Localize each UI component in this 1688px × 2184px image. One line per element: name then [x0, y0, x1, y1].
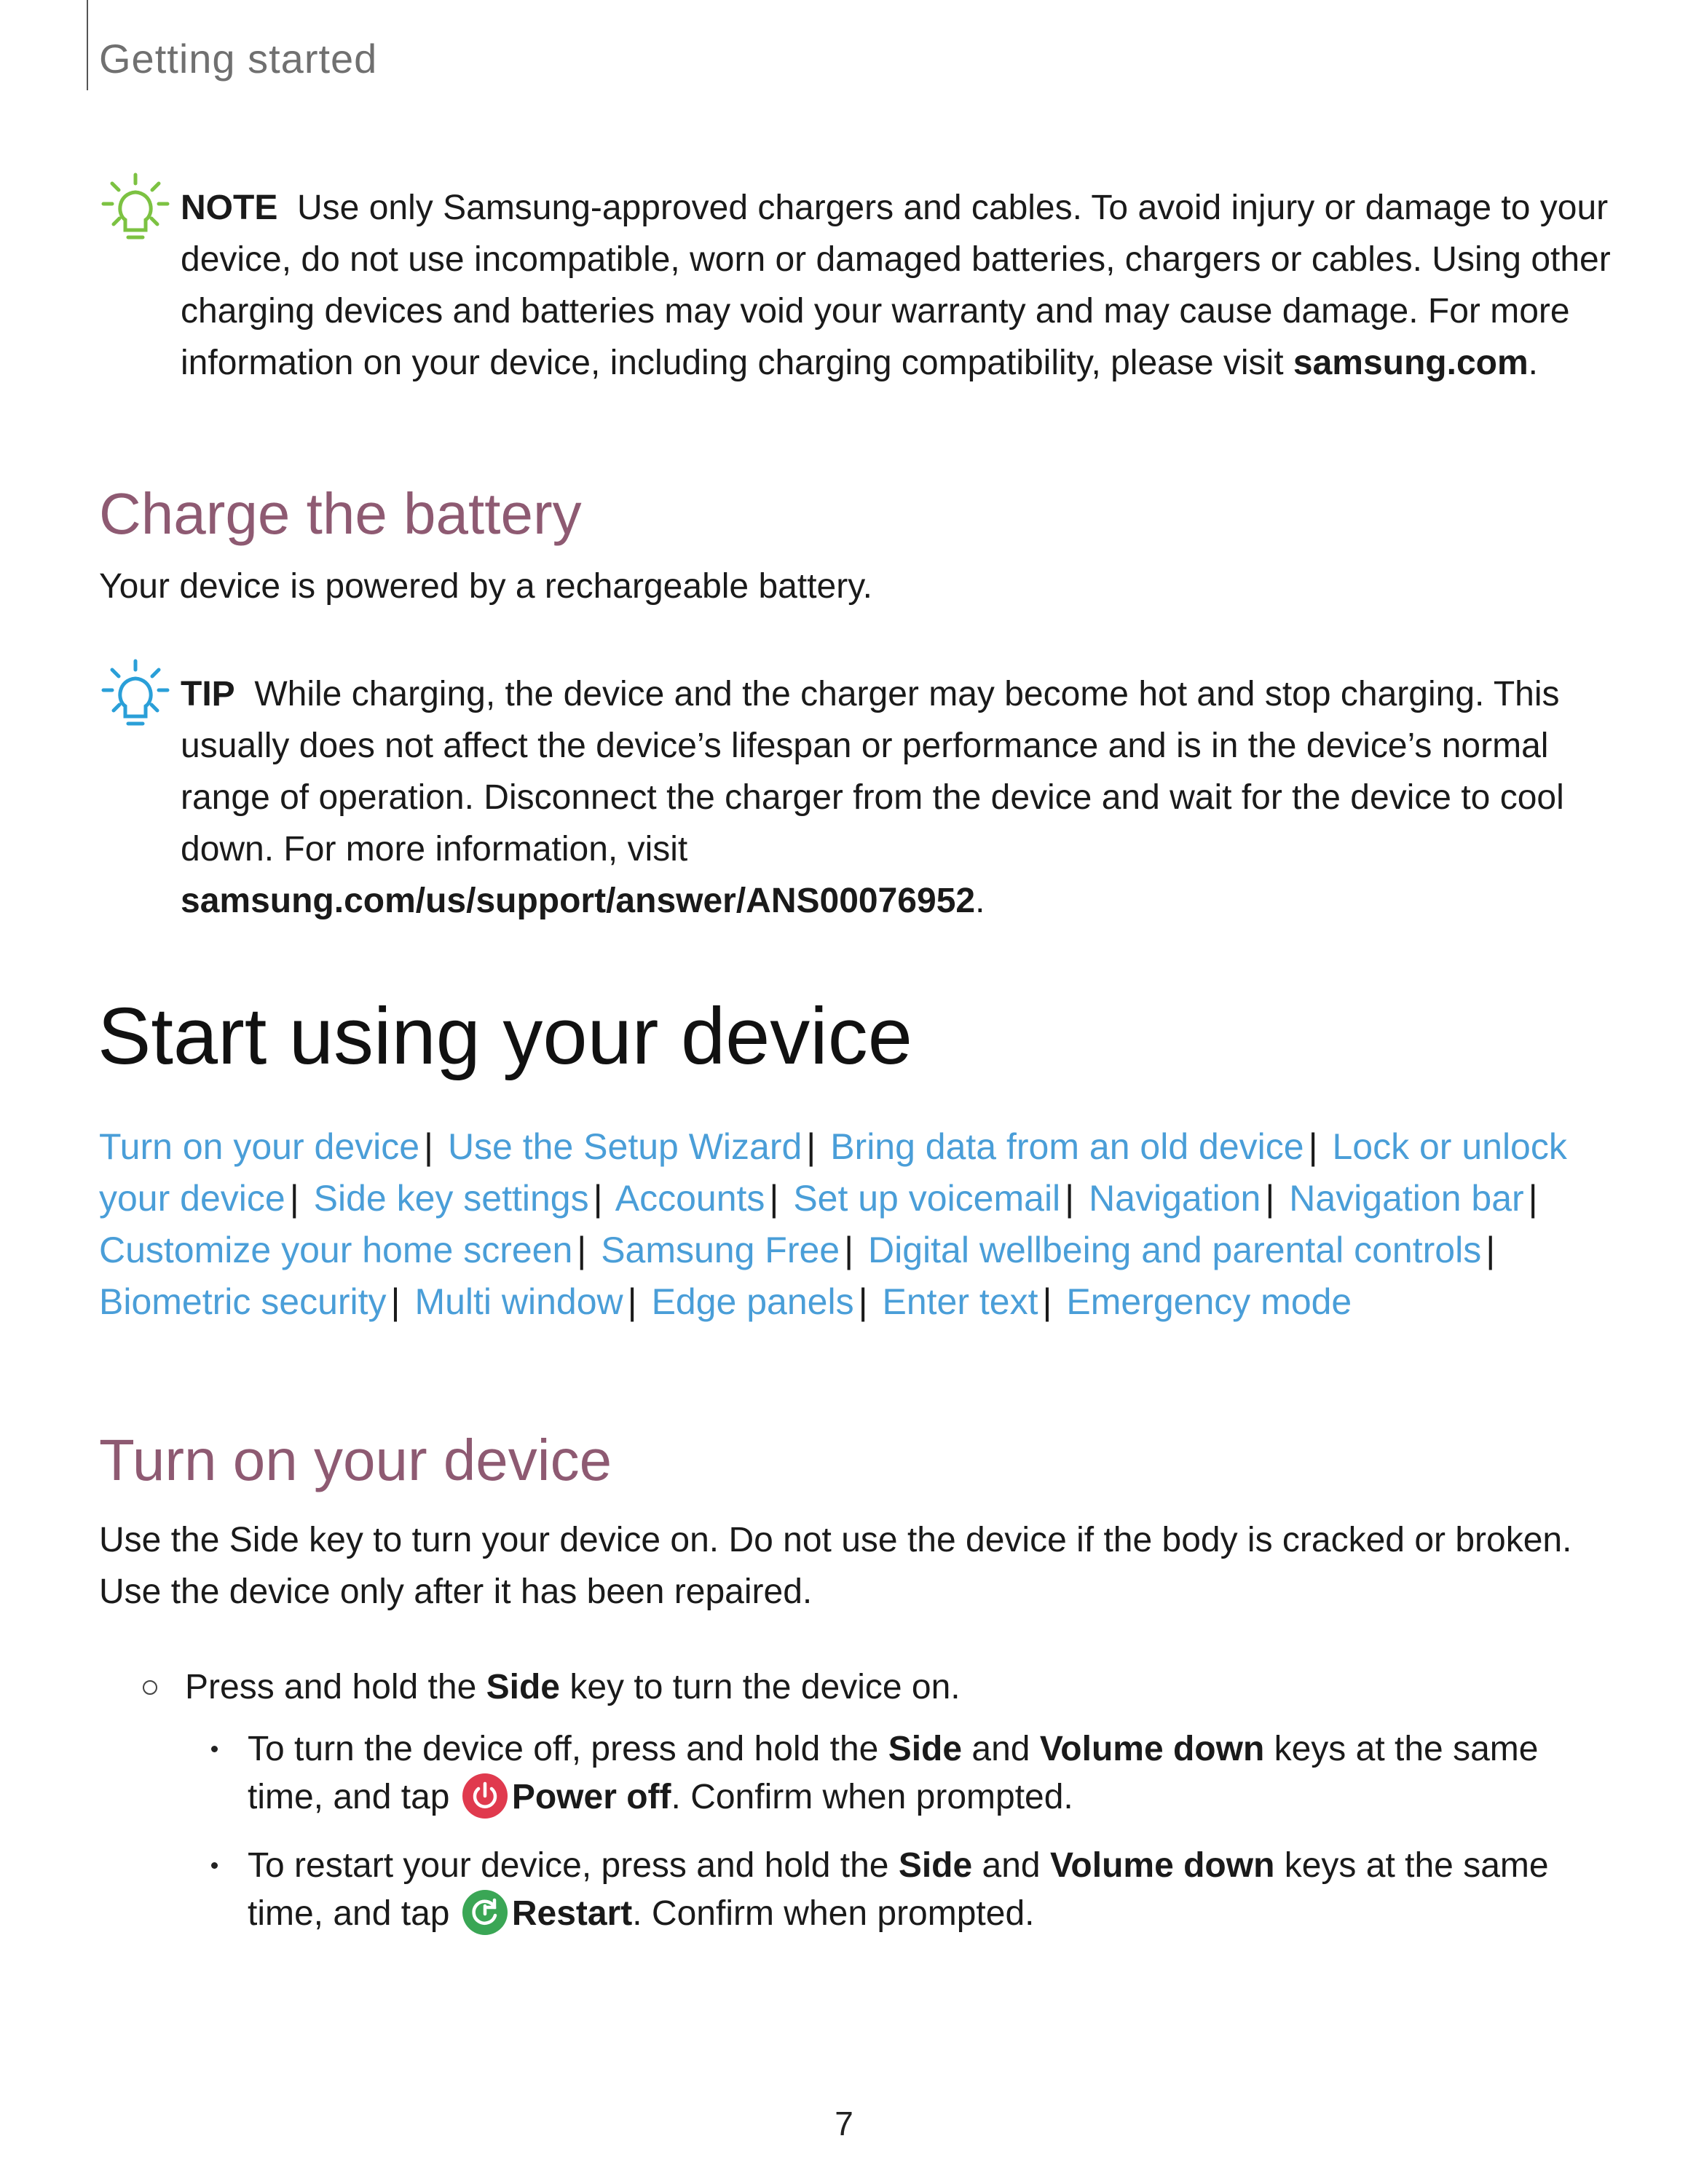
bullet-pre: To restart your device, press and hold the [248, 1846, 899, 1885]
tip-callout [99, 668, 1614, 927]
bullet-key1: Side [898, 1846, 973, 1885]
bullet-dot-icon [211, 1746, 218, 1752]
page-edge-rule [87, 0, 88, 90]
bullet-pre: To turn the device off, press and hold the [248, 1730, 888, 1768]
link-separator: | [1486, 1230, 1496, 1270]
link-separator: | [390, 1281, 401, 1322]
power-icon [462, 1773, 508, 1819]
tip-link[interactable]: samsung.com/us/support/answer/ANS00076952 [181, 882, 976, 920]
link-separator: | [1265, 1178, 1275, 1219]
link-bring-data[interactable]: Bring data from an old device [830, 1126, 1304, 1167]
step-post: key to turn the device on. [559, 1668, 961, 1706]
link-enter-text[interactable]: Enter text [882, 1281, 1038, 1322]
link-digital-wellbeing[interactable]: Digital wellbeing and parental controls [868, 1230, 1482, 1270]
link-separator: | [806, 1126, 816, 1167]
note-callout [99, 182, 1614, 389]
link-lock-unlock[interactable]: Lock or unlock your device [99, 1126, 1567, 1219]
charge-battery-heading: Charge the battery [99, 481, 582, 546]
note-label: NOTE [181, 189, 278, 227]
link-turn-on-device[interactable]: Turn on your device [99, 1126, 420, 1167]
charge-battery-body: Your device is powered by a rechargeable battery. [99, 567, 872, 606]
lightbulb-icon [99, 172, 172, 245]
note-body: Use only Samsung-approved chargers and cables. To avoid injury or damage to your device, do not use incompatible, worn or damaged batteries, chargers or cables. Using other charging devices and batteries may void your warranty and may cause damage. For more information on your device, including charging compatibility, please visit [181, 189, 1611, 382]
bullet-restart-text [248, 1842, 1595, 1938]
step-pre: Press and hold the [185, 1668, 486, 1706]
bullet-mid: keys at the same time, and tap [248, 1730, 1539, 1816]
link-multi-window[interactable]: Multi window [414, 1281, 623, 1322]
note-end: . [1528, 344, 1538, 382]
step-item [143, 1661, 961, 1713]
link-navigation-bar[interactable]: Navigation bar [1289, 1178, 1524, 1219]
page-number: 7 [835, 2105, 853, 2143]
tip-end: . [975, 882, 985, 920]
link-accounts[interactable]: Accounts [615, 1178, 765, 1219]
tip-body: While charging, the device and the charger may become hot and stop charging. This usually does not affect the device’s lifespan or performance and is in the device’s normal range of operation. Disconnect the charger from the device and wait for the device to cool down. For more information, visit [181, 675, 1564, 869]
link-separator: | [627, 1281, 637, 1322]
bullet-and: and [962, 1730, 1040, 1768]
link-separator: | [593, 1178, 603, 1219]
link-setup-wizard[interactable]: Use the Setup Wizard [447, 1126, 802, 1167]
bullet-action: Power off [511, 1778, 671, 1816]
bullet-key1: Side [888, 1730, 963, 1768]
link-separator: | [844, 1230, 854, 1270]
bullet-mid: keys at the same time, and tap [248, 1846, 1549, 1933]
bullet-restart [211, 1842, 1595, 1938]
bullet-key2: Volume down [1039, 1730, 1265, 1768]
link-separator: | [424, 1126, 434, 1167]
link-emergency-mode[interactable]: Emergency mode [1066, 1281, 1352, 1322]
link-separator: | [577, 1230, 587, 1270]
step-key: Side [486, 1668, 560, 1706]
bullet-power-off-text [248, 1725, 1595, 1821]
bullet-post: . Confirm when prompted. [632, 1894, 1035, 1933]
link-samsung-free[interactable]: Samsung Free [601, 1230, 840, 1270]
chapter-link-list [99, 1121, 1592, 1328]
bullet-dot-icon [211, 1862, 218, 1869]
note-text [181, 182, 1614, 389]
link-separator: | [289, 1178, 299, 1219]
tip-text [181, 668, 1614, 927]
note-link[interactable]: samsung.com [1293, 344, 1529, 382]
link-separator: | [1065, 1178, 1075, 1219]
bullet-post: . Confirm when prompted. [671, 1778, 1073, 1816]
link-voicemail[interactable]: Set up voicemail [793, 1178, 1061, 1219]
chapter-title: Start using your device [98, 992, 912, 1081]
link-customize-home[interactable]: Customize your home screen [99, 1230, 573, 1270]
link-separator: | [769, 1178, 779, 1219]
link-side-key-settings[interactable]: Side key settings [313, 1178, 589, 1219]
turn-on-body: Use the Side key to turn your device on. Do not use the device if the body is cracked or broken. Use the device only after it has been repaired. [99, 1521, 1572, 1611]
link-separator: | [1042, 1281, 1052, 1322]
bullet-power-off [211, 1725, 1595, 1821]
tip-label: TIP [181, 675, 235, 713]
step-text [185, 1668, 961, 1706]
link-biometric-security[interactable]: Biometric security [99, 1281, 387, 1322]
link-edge-panels[interactable]: Edge panels [651, 1281, 854, 1322]
link-separator: | [1528, 1178, 1538, 1219]
restart-icon [462, 1890, 508, 1935]
bullet-action: Restart [511, 1894, 633, 1933]
bullet-key2: Volume down [1049, 1846, 1275, 1885]
turn-on-heading: Turn on your device [99, 1428, 612, 1492]
link-navigation[interactable]: Navigation [1089, 1178, 1261, 1219]
link-separator: | [1308, 1126, 1318, 1167]
section-header: Getting started [99, 36, 378, 82]
lightbulb-icon [99, 658, 172, 731]
bullet-and: and [972, 1846, 1050, 1885]
link-separator: | [858, 1281, 868, 1322]
step-circle-icon [143, 1680, 157, 1695]
